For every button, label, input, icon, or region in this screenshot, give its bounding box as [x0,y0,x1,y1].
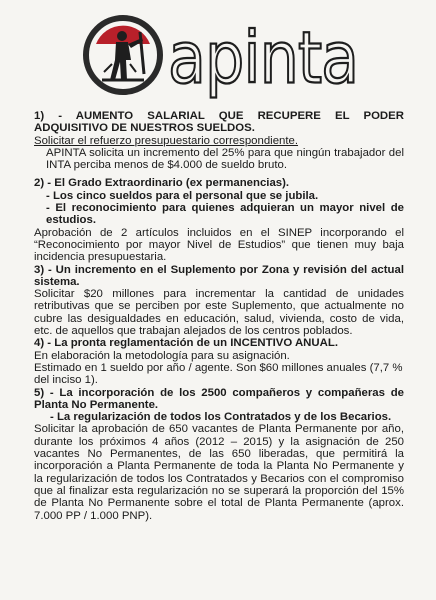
section-1-body: APINTA solicita un incremento del 25% para que ningún trabajador del INTA perciba menos de $4.000 de sueldo bruto. [46,146,404,172]
section-3-heading: 3) - Un incremento en el Suplemento por Zona y revisión del actual sistema. [34,263,404,288]
section-5-item-a: - La regularización de todos los Contratados y de los Becarios. [50,411,392,424]
section-1-subheading: Solicitar el refuerzo presupuestario correspondiente. [34,134,299,147]
section-2-body: Aprobación de 2 artículos incluidos en el SINEP incorporando el “Reconocimiento por mayor Nivel de Estudios” que tienen muy baja incidencia presupuestaria. [34,226,404,264]
section-2-heading: 2) - El Grado Extraordinario (ex permanencias). [34,177,290,190]
document-body [34,110,404,522]
apinta-wordmark: apinta [168,15,359,100]
section-3-body: Solicitar $20 millones para incrementar la cantidad de unidades retributivas que se perciben por este Suplemento, que actualmente no cubre las desigualdades en educación, salud, vivienda, costo de vida, etc. de aquellos que trabajan alejados de los centros poblados. [34,288,404,338]
section-4-body-2: Estimado en 1 sueldo por año / agente. Son $60 millones anuales (7,7 % del inciso 1). [34,361,403,387]
section-2-item-b: - El reconocimiento para quienes adquieran un mayor nivel de estudios. [46,202,404,227]
apinta-logo [74,14,374,100]
section-2-item-a: - Los cinco sueldos para el personal que se jubila. [46,189,319,202]
section-4-body-1: En elaboración la metodología para su asignación. [34,349,290,362]
section-4-heading: 4) - La pronta reglamentación de un INCENTIVO ANUAL. [34,337,338,350]
section-1-heading: 1) - AUMENTO SALARIAL QUE RECUPERE EL PODER ADQUISITIVO DE NUESTROS SUELDOS. [34,110,404,135]
section-5-heading: 5) - La incorporación de los 2500 compañeros y compañeras de Planta No Permanente. [34,386,404,411]
section-5-body: Solicitar la aprobación de 650 vacantes de Planta Permanente por año, durante los próximos 4 años (2012 – 2015) y la asignación de 250 vacantes No Permanentes, de las 650 liberadas, que permitirá la incorporación a Planta Permanente de toda la Planta No Permanente y la regularización de todos los Contratados y Becarios con el compromiso que al finalizar esta regularización no se superará la proporción del 15% de Planta No Permanente sobre el total de Planta Permanente (aprox. 7.000 PP / 1.000 PNP). [34,423,404,522]
inta-worker-emblem-icon [82,14,164,96]
